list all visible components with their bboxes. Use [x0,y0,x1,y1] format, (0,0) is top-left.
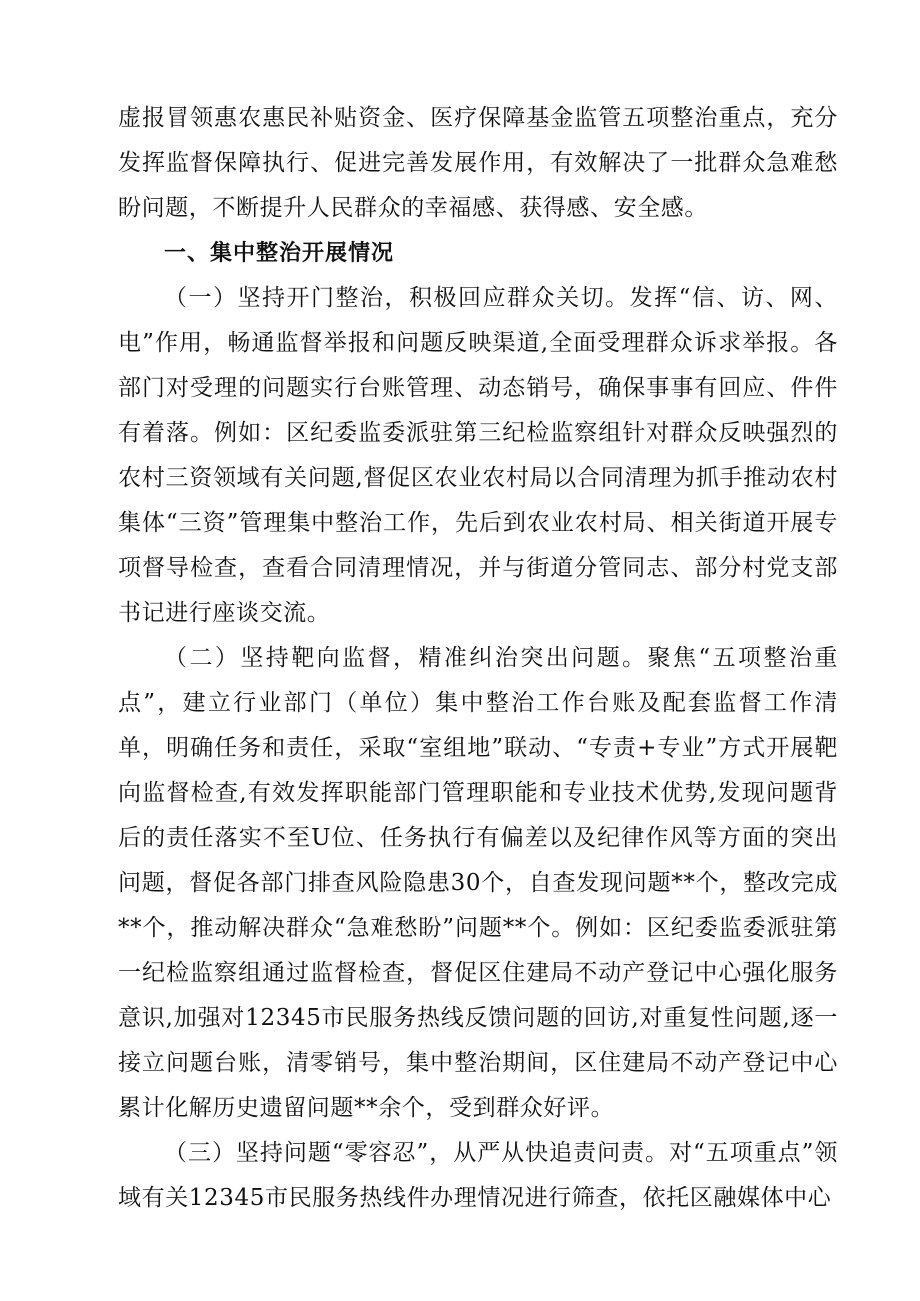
paragraph-3: （三）坚持问题“零容忍”，从严从快追责问责。对“五项重点”领域有关12345市民服务热线件办理情况进行筛查，依托区融媒体中心 [118,1140,838,1211]
paragraph-1: （一）坚持开门整治，积极回应群众关切。发挥“信、访、网、电”作用，畅通监督举报和问题反映渠道,全面受理群众诉求举报。各部门对受理的问题实行台账管理、动态销号，确保事事有回应、件件有着落。例如：区纪委监委派驻第三纪检监察组针对群众反映强烈的农村三资领域有关问题,督促区农业农村局以合同清理为抓手推动农村集体“三资”管理集中整治工作，先后到农业农村局、相关街道开展专项督导检查，查看合同清理情况，并与街道分管同志、部分村党支部书记进行座谈交流。 [118,285,838,626]
section-heading: 一、集中整治开展情况 [164,241,395,266]
document-page [118,96,838,1221]
intro-paragraph: 虚报冒领惠农惠民补贴资金、医疗保障基金监管五项整治重点，充分发挥监督保障执行、促进完善发展作用，有效解决了一批群众急难愁盼问题，不断提升人民群众的幸福感、获得感、安全感。 [118,105,838,221]
paragraph-2: （二）坚持靶向监督，精准纠治突出问题。聚焦“五项整治重点”，建立行业部门（单位）集中整治工作台账及配套监督工作清单，明确任务和责任，采取“室组地”联动、“专责+专业”方式开展靶向监督检查,有效发挥职能部门管理职能和专业技术优势,发现问题背后的责任落实不至U位、任务执行有偏差以及纪律作风等方面的突出问题，督促各部门排查风险隐患30个，自查发现问题**个，整改完成**个，推动解决群众“急难愁盼”问题**个。例如：区纪委监委派驻第一纪检监察组通过监督检查，督促区住建局不动产登记中心强化服务意识,加强对12345市民服务热线反馈问题的回访,对重复性问题,逐一接立问题台账，清零销号，集中整治期间，区住建局不动产登记中心累计化解历史遗留问题**余个，受到群众好评。 [118,645,838,1121]
